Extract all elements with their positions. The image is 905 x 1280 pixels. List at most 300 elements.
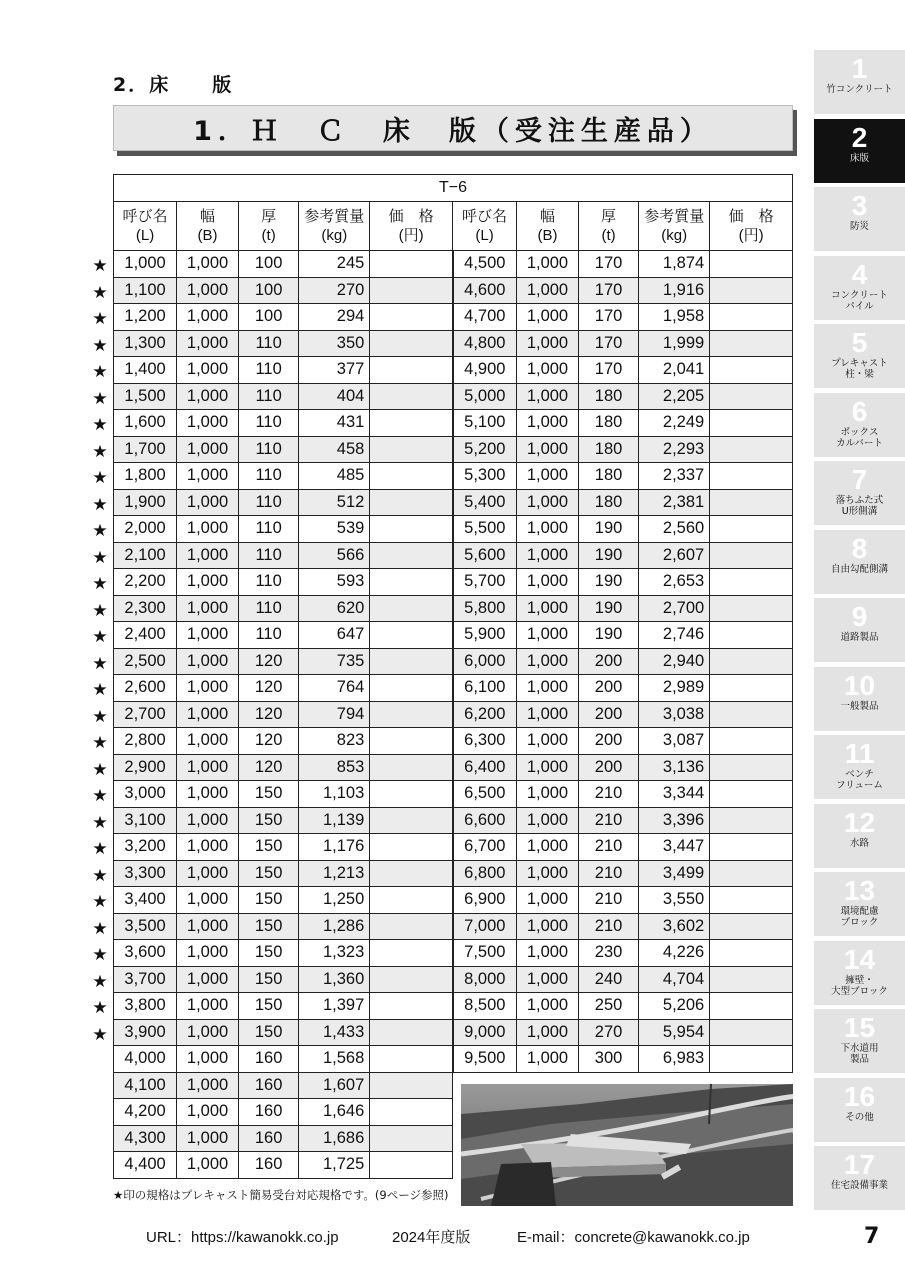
chapter-tab[interactable] xyxy=(814,324,905,388)
price-cell xyxy=(370,436,453,463)
table-cell: 2,700 xyxy=(114,701,177,728)
table-cell: 1,000 xyxy=(177,1152,239,1179)
chapter-tab[interactable] xyxy=(814,530,905,594)
table-cell: 120 xyxy=(238,754,298,781)
table-cell: 1,360 xyxy=(299,966,370,993)
table-cell: 150 xyxy=(238,887,298,914)
table-cell: 160 xyxy=(238,1152,298,1179)
table-cell: 3,000 xyxy=(114,781,177,808)
chapter-tab-number: 15 xyxy=(843,1012,876,1043)
table-cell: 110 xyxy=(238,489,298,516)
price-cell xyxy=(370,754,453,781)
table-cell: 2,337 xyxy=(639,463,710,490)
price-cell xyxy=(370,1072,453,1099)
table-cell: 110 xyxy=(238,357,298,384)
table-cell: 1,000 xyxy=(177,807,239,834)
table-cell: 823 xyxy=(299,728,370,755)
table-cell: 1,397 xyxy=(299,993,370,1020)
table-row xyxy=(114,569,793,596)
footer-url[interactable]: URL：https://kawanokk.co.jp xyxy=(146,1229,339,1246)
table-cell: 3,087 xyxy=(639,728,710,755)
table-cell: 1,000 xyxy=(517,1046,579,1073)
table-cell: 5,800 xyxy=(453,595,517,622)
star-mark: ★ xyxy=(92,918,108,939)
page-number: 7 xyxy=(864,1224,880,1249)
table-cell: 4,226 xyxy=(639,940,710,967)
section-label: 2．床 版 xyxy=(113,74,234,96)
table-row xyxy=(114,807,793,834)
price-cell xyxy=(710,330,793,357)
chapter-tab-number: 13 xyxy=(843,875,876,906)
table-cell: 270 xyxy=(578,1019,638,1046)
chapter-tab[interactable] xyxy=(814,598,905,662)
table-cell: 1,000 xyxy=(177,383,239,410)
table-cell: 190 xyxy=(578,542,638,569)
table-cell: 3,447 xyxy=(639,834,710,861)
table-row xyxy=(114,463,793,490)
table-cell: 794 xyxy=(299,701,370,728)
chapter-tab[interactable] xyxy=(814,1009,905,1073)
table-cell: 300 xyxy=(578,1046,638,1073)
table-cell: 2,600 xyxy=(114,675,177,702)
table-cell: 100 xyxy=(238,304,298,331)
table-row xyxy=(114,860,793,887)
table-cell: 5,700 xyxy=(453,569,517,596)
table-cell: 4,800 xyxy=(453,330,517,357)
table-cell: 6,300 xyxy=(453,728,517,755)
chapter-tab-label: 一般製品 xyxy=(840,700,879,712)
table-cell: 1,000 xyxy=(177,251,239,278)
table-cell: 110 xyxy=(238,542,298,569)
table-cell: 6,600 xyxy=(453,807,517,834)
table-cell: 1,000 xyxy=(177,728,239,755)
chapter-tab-number: 8 xyxy=(851,532,868,564)
table-cell: 5,600 xyxy=(453,542,517,569)
table-cell: 593 xyxy=(299,569,370,596)
chapter-tab-label: 竹コンクリート xyxy=(826,84,893,95)
price-cell xyxy=(710,1019,793,1046)
price-cell xyxy=(710,860,793,887)
star-mark: ★ xyxy=(92,839,108,859)
star-mark: ★ xyxy=(92,892,108,912)
table-cell: 150 xyxy=(238,993,298,1020)
table-cell: 120 xyxy=(238,701,298,728)
price-cell xyxy=(370,807,453,834)
table-cell: 1,000 xyxy=(177,781,239,808)
price-cell xyxy=(370,622,453,649)
table-caption: T−6 xyxy=(114,175,793,202)
table-cell: 2,000 xyxy=(114,516,177,543)
column-header: 呼び名 (L) xyxy=(114,202,177,251)
table-cell: 200 xyxy=(578,728,638,755)
price-cell xyxy=(370,251,453,278)
table-cell: 485 xyxy=(299,463,370,490)
table-cell: 2,205 xyxy=(639,383,710,410)
table-cell: 1,000 xyxy=(517,463,579,490)
table-cell: 170 xyxy=(578,304,638,331)
table-cell: 9,500 xyxy=(453,1046,517,1073)
table-cell: 1,103 xyxy=(299,781,370,808)
table-cell: 6,400 xyxy=(453,754,517,781)
table-cell: 1,000 xyxy=(517,542,579,569)
table-row xyxy=(114,648,793,675)
chapter-tab[interactable] xyxy=(814,941,905,1005)
price-cell xyxy=(710,595,793,622)
table-cell: 3,396 xyxy=(639,807,710,834)
table-cell: 1,000 xyxy=(177,860,239,887)
table-cell: 4,600 xyxy=(453,277,517,304)
star-mark: ★ xyxy=(92,521,108,541)
chapter-tab-number: 16 xyxy=(843,1080,876,1112)
table-cell: 647 xyxy=(299,622,370,649)
table-cell: 1,568 xyxy=(299,1046,370,1073)
table-row xyxy=(114,330,793,357)
price-cell xyxy=(370,383,453,410)
table-cell: 2,900 xyxy=(114,754,177,781)
table-cell: 1,000 xyxy=(517,781,579,808)
table-cell: 1,000 xyxy=(517,754,579,781)
table-cell: 6,983 xyxy=(639,1046,710,1073)
table-cell: 1,400 xyxy=(114,357,177,384)
star-mark: ★ xyxy=(92,388,108,409)
table-cell: 1,000 xyxy=(517,913,579,940)
table-cell: 9,000 xyxy=(453,1019,517,1046)
table-cell: 8,000 xyxy=(453,966,517,993)
chapter-tab-number: 6 xyxy=(851,395,868,427)
table-cell: 6,800 xyxy=(453,860,517,887)
table-cell: 1,000 xyxy=(177,1046,239,1073)
table-cell: 210 xyxy=(578,887,638,914)
table-cell: 6,200 xyxy=(453,701,517,728)
table-row xyxy=(114,913,793,940)
table-cell: 1,000 xyxy=(177,675,239,702)
table-cell: 1,000 xyxy=(517,860,579,887)
table-cell: 1,000 xyxy=(177,1099,239,1126)
table-cell: 245 xyxy=(299,251,370,278)
column-header: 呼び名 (L) xyxy=(453,202,517,251)
price-cell xyxy=(370,648,453,675)
price-cell xyxy=(710,701,793,728)
table-cell: 1,000 xyxy=(114,251,177,278)
column-header: 参考質量 (kg) xyxy=(299,202,370,251)
table-cell: 1,958 xyxy=(639,304,710,331)
table-cell: 1,646 xyxy=(299,1099,370,1126)
chapter-tab-label: 下水道用 製品 xyxy=(840,1043,879,1065)
table-cell: 110 xyxy=(238,622,298,649)
column-header: 厚 (t) xyxy=(578,202,638,251)
chapter-tab-label: 擁壁・ 大型ブロック xyxy=(831,974,888,997)
table-cell: 1,176 xyxy=(299,834,370,861)
star-mark: ★ xyxy=(92,309,108,329)
table-cell: 1,000 xyxy=(177,304,239,331)
price-cell xyxy=(710,1046,793,1073)
table-cell: 3,602 xyxy=(639,913,710,940)
table-cell: 1,000 xyxy=(177,516,239,543)
table-cell: 1,000 xyxy=(177,463,239,490)
table-row xyxy=(114,754,793,781)
footer-email[interactable]: E-mail：concrete@kawanokk.co.jp xyxy=(517,1229,750,1246)
chapter-tab[interactable] xyxy=(814,119,905,183)
chapter-tab-number: 14 xyxy=(843,943,876,975)
table-cell: 1,000 xyxy=(177,436,239,463)
chapter-tab-number: 10 xyxy=(843,669,876,701)
table-cell: 210 xyxy=(578,860,638,887)
table-cell: 120 xyxy=(238,728,298,755)
price-cell xyxy=(710,807,793,834)
price-cell xyxy=(370,993,453,1020)
chapter-tab-label: ベンチ フリューム xyxy=(836,769,883,791)
table-cell: 210 xyxy=(578,834,638,861)
table-row xyxy=(114,410,793,437)
price-cell xyxy=(710,410,793,437)
table-cell: 8,500 xyxy=(453,993,517,1020)
table-cell: 1,000 xyxy=(517,357,579,384)
table-row xyxy=(114,277,793,304)
table-cell: 270 xyxy=(299,277,370,304)
table-cell: 150 xyxy=(238,860,298,887)
table-cell: 190 xyxy=(578,595,638,622)
chapter-tab[interactable] xyxy=(814,1146,905,1210)
table-cell: 5,500 xyxy=(453,516,517,543)
price-cell xyxy=(710,993,793,1020)
table-cell: 2,293 xyxy=(639,436,710,463)
spec-table xyxy=(113,174,793,1179)
table-cell: 1,000 xyxy=(177,542,239,569)
table-cell: 4,900 xyxy=(453,357,517,384)
star-mark: ★ xyxy=(92,441,108,462)
table-cell: 100 xyxy=(238,277,298,304)
table-cell: 2,746 xyxy=(639,622,710,649)
table-cell: 1,000 xyxy=(517,622,579,649)
price-cell xyxy=(710,940,793,967)
table-cell: 1,000 xyxy=(177,887,239,914)
star-mark: ★ xyxy=(92,574,108,594)
table-cell: 431 xyxy=(299,410,370,437)
star-markers xyxy=(90,253,110,1048)
price-cell xyxy=(710,781,793,808)
table-cell: 1,000 xyxy=(517,277,579,304)
table-cell: 1,000 xyxy=(517,304,579,331)
table-cell: 1,433 xyxy=(299,1019,370,1046)
page-title: 1．Ｈ Ｃ 床 版（受注生産品） xyxy=(193,115,713,147)
table-row xyxy=(114,966,793,993)
table-row xyxy=(114,251,793,278)
table-cell: 853 xyxy=(299,754,370,781)
price-cell xyxy=(370,834,453,861)
table-cell: 4,400 xyxy=(114,1152,177,1179)
table-cell: 1,000 xyxy=(517,675,579,702)
price-cell xyxy=(710,887,793,914)
chapter-tab[interactable] xyxy=(814,1078,905,1142)
price-cell xyxy=(370,357,453,384)
price-cell xyxy=(370,860,453,887)
price-cell xyxy=(370,701,453,728)
price-cell xyxy=(370,516,453,543)
table-cell: 1,607 xyxy=(299,1072,370,1099)
table-cell: 1,000 xyxy=(177,701,239,728)
chapter-tab-label: 住宅設備事業 xyxy=(830,1180,888,1191)
price-cell xyxy=(370,1125,453,1152)
price-cell xyxy=(370,330,453,357)
chapter-tab[interactable] xyxy=(814,50,905,114)
table-cell: 3,800 xyxy=(114,993,177,1020)
chapter-tab-label: コンクリート パイル xyxy=(831,289,888,312)
chapter-tab-number: 7 xyxy=(851,464,868,495)
table-cell: 5,100 xyxy=(453,410,517,437)
table-cell: 180 xyxy=(578,410,638,437)
star-mark: ★ xyxy=(92,812,108,833)
table-cell: 3,600 xyxy=(114,940,177,967)
price-cell xyxy=(710,436,793,463)
table-cell: 2,249 xyxy=(639,410,710,437)
table-cell: 150 xyxy=(238,966,298,993)
table-cell: 1,600 xyxy=(114,410,177,437)
price-cell xyxy=(710,569,793,596)
chapter-tab[interactable] xyxy=(814,187,905,251)
table-cell: 2,560 xyxy=(639,516,710,543)
installation-photo-image xyxy=(461,1084,793,1206)
table-cell: 512 xyxy=(299,489,370,516)
price-cell xyxy=(710,304,793,331)
table-cell: 1,000 xyxy=(517,569,579,596)
price-cell xyxy=(370,675,453,702)
table-cell: 2,041 xyxy=(639,357,710,384)
table-cell: 6,500 xyxy=(453,781,517,808)
star-mark: ★ xyxy=(92,335,108,356)
table-cell: 1,900 xyxy=(114,489,177,516)
table-cell: 1,000 xyxy=(517,595,579,622)
column-header: 幅 (B) xyxy=(517,202,579,251)
table-cell: 200 xyxy=(578,675,638,702)
price-cell xyxy=(370,595,453,622)
table-cell: 1,139 xyxy=(299,807,370,834)
table-cell: 458 xyxy=(299,436,370,463)
table-row xyxy=(114,436,793,463)
table-cell: 539 xyxy=(299,516,370,543)
price-cell xyxy=(710,542,793,569)
star-mark: ★ xyxy=(92,468,108,488)
price-cell xyxy=(370,277,453,304)
table-cell: 1,000 xyxy=(177,966,239,993)
table-row xyxy=(114,728,793,755)
table-cell: 3,500 xyxy=(114,913,177,940)
price-cell xyxy=(710,648,793,675)
table-cell: 1,000 xyxy=(177,622,239,649)
footer-edition: 2024年度版 xyxy=(392,1229,471,1246)
footnote: ★印の規格はプレキャスト簡易受台対応規格です。(9ページ参照) xyxy=(113,1188,449,1202)
table-cell: 1,000 xyxy=(177,754,239,781)
chapter-tab-number: 5 xyxy=(851,327,868,358)
table-row xyxy=(114,542,793,569)
table-cell: 1,000 xyxy=(517,489,579,516)
table-row xyxy=(114,383,793,410)
table-cell: 150 xyxy=(238,940,298,967)
table-cell: 566 xyxy=(299,542,370,569)
table-cell: 1,000 xyxy=(517,807,579,834)
table-cell: 1,000 xyxy=(177,993,239,1020)
chapter-tab[interactable] xyxy=(814,735,905,799)
table-cell: 110 xyxy=(238,595,298,622)
table-cell: 4,704 xyxy=(639,966,710,993)
table-row xyxy=(114,834,793,861)
table-cell: 2,800 xyxy=(114,728,177,755)
star-mark: ★ xyxy=(92,733,108,753)
chapter-tab-label: プレキャスト 柱・梁 xyxy=(831,358,888,380)
table-cell: 1,000 xyxy=(517,1019,579,1046)
price-cell xyxy=(370,542,453,569)
chapter-tab-label: その他 xyxy=(845,1111,874,1123)
table-cell: 4,500 xyxy=(453,251,517,278)
table-cell: 1,000 xyxy=(177,834,239,861)
star-mark: ★ xyxy=(92,600,108,621)
table-cell: 180 xyxy=(578,463,638,490)
table-cell: 1,000 xyxy=(177,940,239,967)
table-cell: 1,000 xyxy=(177,357,239,384)
star-mark: ★ xyxy=(92,1024,108,1045)
price-cell xyxy=(370,940,453,967)
column-header: 価 格 (円) xyxy=(710,202,793,251)
chapter-tab[interactable] xyxy=(814,393,905,457)
table-cell: 2,400 xyxy=(114,622,177,649)
product-photo xyxy=(461,1084,793,1206)
table-cell: 1,000 xyxy=(177,489,239,516)
price-cell xyxy=(370,463,453,490)
chapter-tab-number: 4 xyxy=(851,258,868,290)
table-cell: 4,200 xyxy=(114,1099,177,1126)
table-cell: 2,100 xyxy=(114,542,177,569)
table-cell: 150 xyxy=(238,781,298,808)
table-cell: 1,000 xyxy=(177,569,239,596)
table-cell: 210 xyxy=(578,781,638,808)
chapter-tab[interactable] xyxy=(814,872,905,936)
table-cell: 2,989 xyxy=(639,675,710,702)
table-cell: 210 xyxy=(578,913,638,940)
price-cell xyxy=(710,277,793,304)
table-row xyxy=(114,993,793,1020)
star-mark: ★ xyxy=(92,362,108,382)
table-cell: 100 xyxy=(238,251,298,278)
table-cell: 230 xyxy=(578,940,638,967)
table-cell: 3,700 xyxy=(114,966,177,993)
table-row xyxy=(114,516,793,543)
chapter-tab[interactable] xyxy=(814,667,905,731)
table-header-row xyxy=(114,202,793,251)
price-cell xyxy=(370,887,453,914)
table-cell: 1,725 xyxy=(299,1152,370,1179)
chapter-tab[interactable] xyxy=(814,804,905,868)
table-cell: 1,000 xyxy=(177,1072,239,1099)
table-cell: 160 xyxy=(238,1046,298,1073)
price-cell xyxy=(710,251,793,278)
table-cell: 190 xyxy=(578,516,638,543)
price-cell xyxy=(710,913,793,940)
chapter-tab[interactable] xyxy=(814,461,905,525)
table-cell: 377 xyxy=(299,357,370,384)
table-cell: 5,200 xyxy=(453,436,517,463)
table-cell: 6,100 xyxy=(453,675,517,702)
table-cell: 1,000 xyxy=(517,940,579,967)
price-cell xyxy=(370,569,453,596)
table-cell: 1,200 xyxy=(114,304,177,331)
column-header: 幅 (B) xyxy=(177,202,239,251)
star-mark: ★ xyxy=(92,282,108,303)
table-cell: 1,000 xyxy=(517,330,579,357)
table-cell: 170 xyxy=(578,251,638,278)
chapter-tab[interactable] xyxy=(814,256,905,320)
chapter-tab-number: 11 xyxy=(844,738,875,769)
table-cell: 110 xyxy=(238,516,298,543)
chapter-tab-label: 環境配慮 ブロック xyxy=(840,906,879,928)
